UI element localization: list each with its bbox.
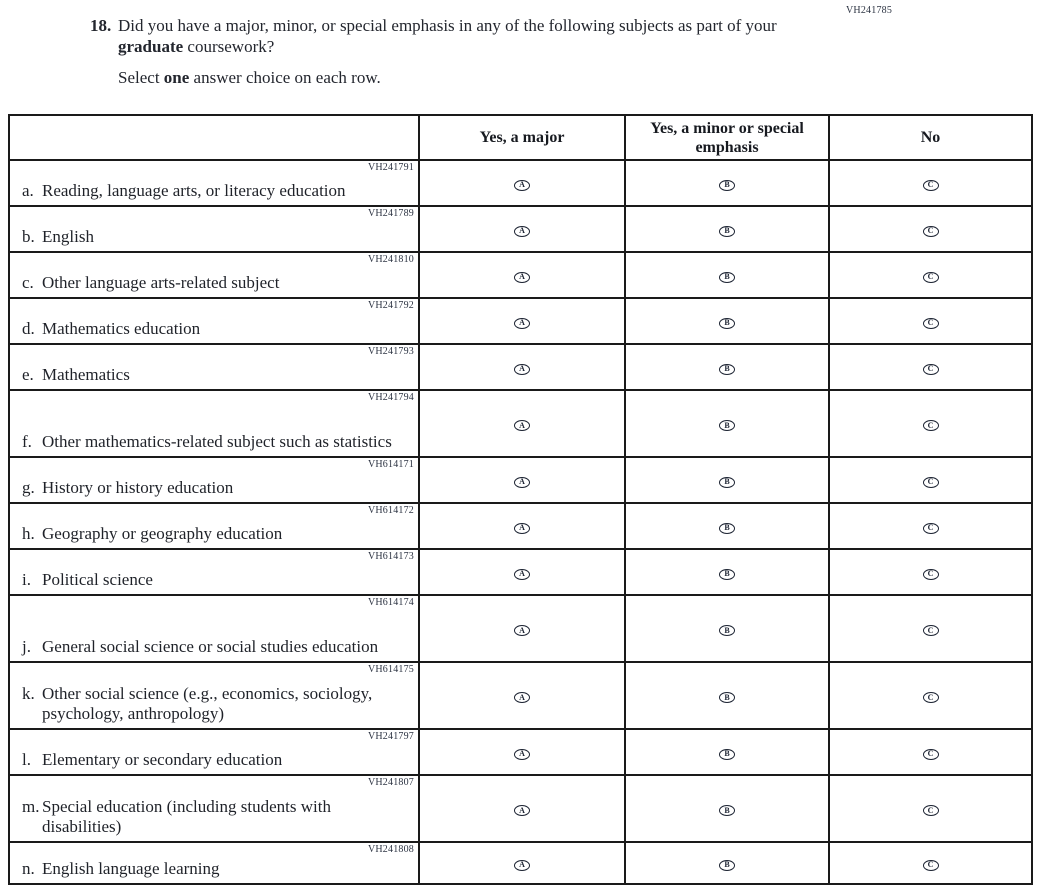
row-subject bbox=[16, 227, 414, 247]
option-cell bbox=[829, 160, 1032, 206]
option-cell bbox=[419, 842, 625, 884]
table-row bbox=[9, 842, 1032, 884]
row-letter: c. bbox=[22, 273, 34, 292]
answer-option-b[interactable]: B bbox=[719, 420, 735, 431]
question bbox=[90, 0, 830, 57]
option-cell bbox=[829, 595, 1032, 662]
option-cell bbox=[419, 160, 625, 206]
option-cell bbox=[419, 390, 625, 457]
option-cell bbox=[625, 729, 829, 775]
row-subject-label: Elementary or secondary education bbox=[42, 750, 283, 769]
row-label-cell bbox=[9, 503, 419, 549]
answer-option-c[interactable]: C bbox=[923, 477, 939, 488]
answer-option-b[interactable]: B bbox=[719, 477, 735, 488]
answer-option-a[interactable]: A bbox=[514, 477, 530, 488]
option-cell bbox=[829, 344, 1032, 390]
row-code: VH241810 bbox=[367, 254, 414, 265]
answer-option-a[interactable]: A bbox=[514, 692, 530, 703]
row-label-cell bbox=[9, 206, 419, 252]
row-subject bbox=[16, 859, 414, 879]
row-letter: k. bbox=[22, 684, 35, 703]
row-letter: a. bbox=[22, 181, 34, 200]
row-subject bbox=[16, 684, 414, 724]
table-row bbox=[9, 390, 1032, 457]
table-row bbox=[9, 503, 1032, 549]
option-cell bbox=[829, 549, 1032, 595]
option-cell bbox=[419, 729, 625, 775]
answer-option-b[interactable]: B bbox=[719, 749, 735, 760]
row-code: VH241794 bbox=[367, 392, 414, 403]
answer-option-b[interactable]: B bbox=[719, 625, 735, 636]
option-cell bbox=[829, 842, 1032, 884]
column-header-subject bbox=[9, 115, 419, 160]
instruction-part: Select bbox=[118, 68, 164, 87]
option-cell bbox=[625, 298, 829, 344]
column-header-yes-minor: Yes, a minor or special emphasis bbox=[625, 115, 829, 160]
row-code: VH241792 bbox=[367, 300, 414, 311]
answer-option-a[interactable]: A bbox=[514, 749, 530, 760]
option-cell bbox=[829, 206, 1032, 252]
table-row bbox=[9, 457, 1032, 503]
answer-option-b[interactable]: B bbox=[719, 569, 735, 580]
row-code: VH241807 bbox=[367, 777, 414, 788]
row-subject bbox=[16, 273, 414, 293]
answer-option-c[interactable]: C bbox=[923, 318, 939, 329]
row-subject bbox=[16, 478, 414, 498]
option-cell bbox=[625, 344, 829, 390]
question-text bbox=[118, 15, 818, 57]
row-code: VH614171 bbox=[367, 459, 414, 470]
table-row bbox=[9, 595, 1032, 662]
row-letter: e. bbox=[22, 365, 34, 384]
table-row bbox=[9, 729, 1032, 775]
option-cell bbox=[625, 549, 829, 595]
answer-option-c[interactable]: C bbox=[923, 180, 939, 191]
option-cell bbox=[829, 662, 1032, 729]
answer-option-a[interactable]: A bbox=[514, 420, 530, 431]
row-subject-label: Special education (including students with disabilities) bbox=[42, 797, 331, 836]
option-cell bbox=[419, 503, 625, 549]
row-label-cell bbox=[9, 662, 419, 729]
row-code: VH614175 bbox=[367, 664, 414, 675]
answer-option-b[interactable]: B bbox=[719, 272, 735, 283]
answer-option-c[interactable]: C bbox=[923, 523, 939, 534]
answer-option-c[interactable]: C bbox=[923, 860, 939, 871]
row-subject-label: Reading, language arts, or literacy education bbox=[42, 181, 346, 200]
row-subject bbox=[16, 524, 414, 544]
option-cell bbox=[419, 457, 625, 503]
question-instruction bbox=[118, 67, 1042, 88]
row-subject bbox=[16, 181, 414, 201]
answer-option-a[interactable]: A bbox=[514, 860, 530, 871]
row-code: VH241793 bbox=[367, 346, 414, 357]
row-label-cell bbox=[9, 160, 419, 206]
option-cell bbox=[625, 775, 829, 842]
option-cell bbox=[419, 344, 625, 390]
row-label-cell bbox=[9, 842, 419, 884]
row-label-cell bbox=[9, 549, 419, 595]
row-letter: i. bbox=[22, 570, 31, 589]
row-letter: j. bbox=[22, 637, 31, 656]
row-subject-label: Mathematics education bbox=[42, 319, 201, 338]
option-cell bbox=[625, 390, 829, 457]
row-subject bbox=[16, 432, 414, 452]
answer-option-a[interactable]: A bbox=[514, 364, 530, 375]
row-code: VH241797 bbox=[367, 731, 414, 742]
answer-option-c[interactable]: C bbox=[923, 692, 939, 703]
row-code: VH241791 bbox=[367, 162, 414, 173]
row-subject-label: General social science or social studies education bbox=[42, 637, 379, 656]
row-subject bbox=[16, 365, 414, 385]
row-letter: d. bbox=[22, 319, 35, 338]
option-cell bbox=[625, 206, 829, 252]
row-letter: l. bbox=[22, 750, 31, 769]
answer-option-a[interactable]: A bbox=[514, 318, 530, 329]
option-cell bbox=[419, 595, 625, 662]
option-cell bbox=[829, 457, 1032, 503]
row-subject bbox=[16, 750, 414, 770]
answer-option-c[interactable]: C bbox=[923, 364, 939, 375]
option-cell bbox=[625, 595, 829, 662]
question-table bbox=[8, 114, 1033, 885]
column-header-no: No bbox=[829, 115, 1032, 160]
table-row bbox=[9, 549, 1032, 595]
row-subject-label: History or history education bbox=[42, 478, 234, 497]
table-row bbox=[9, 344, 1032, 390]
option-cell bbox=[419, 252, 625, 298]
column-header-yes-major: Yes, a major bbox=[419, 115, 625, 160]
row-letter: h. bbox=[22, 524, 35, 543]
row-subject-label: Other language arts-related subject bbox=[42, 273, 280, 292]
row-letter: b. bbox=[22, 227, 35, 246]
question-text-part: coursework? bbox=[183, 37, 275, 56]
answer-option-a[interactable]: A bbox=[514, 272, 530, 283]
row-letter: f. bbox=[22, 432, 32, 451]
row-label-cell bbox=[9, 729, 419, 775]
row-code: VH614172 bbox=[367, 505, 414, 516]
option-cell bbox=[419, 206, 625, 252]
row-subject-label: Other mathematics-related subject such as statistics bbox=[42, 432, 392, 451]
row-code: VH241808 bbox=[367, 844, 414, 855]
answer-option-b[interactable]: B bbox=[719, 692, 735, 703]
question-text-part: Did you have a major, minor, or special emphasis in any of the following subjects as part of your bbox=[118, 16, 777, 35]
answer-option-b[interactable]: B bbox=[719, 523, 735, 534]
option-cell bbox=[829, 729, 1032, 775]
option-cell bbox=[419, 775, 625, 842]
row-code: VH614173 bbox=[367, 551, 414, 562]
question-text-bold: graduate bbox=[118, 37, 184, 56]
option-cell bbox=[829, 298, 1032, 344]
answer-option-b[interactable]: B bbox=[719, 180, 735, 191]
row-subject-label: English language learning bbox=[42, 859, 220, 878]
table-row bbox=[9, 662, 1032, 729]
answer-option-b[interactable]: B bbox=[719, 318, 735, 329]
answer-option-b[interactable]: B bbox=[719, 860, 735, 871]
table-body bbox=[9, 160, 1032, 884]
answer-option-a[interactable]: A bbox=[514, 569, 530, 580]
row-subject-label: Other social science (e.g., economics, sociology, psychology, anthropology) bbox=[42, 684, 373, 723]
option-cell bbox=[829, 252, 1032, 298]
row-subject-label: Geography or geography education bbox=[42, 524, 283, 543]
option-cell bbox=[829, 775, 1032, 842]
row-subject-label: Political science bbox=[42, 570, 153, 589]
row-label-cell bbox=[9, 344, 419, 390]
table-row bbox=[9, 252, 1032, 298]
question-number: 18. bbox=[90, 16, 112, 35]
row-letter: n. bbox=[22, 859, 35, 878]
answer-option-a[interactable]: A bbox=[514, 625, 530, 636]
answer-option-c[interactable]: C bbox=[923, 569, 939, 580]
answer-option-c[interactable]: C bbox=[923, 805, 939, 816]
option-cell bbox=[419, 298, 625, 344]
row-code: VH241789 bbox=[367, 208, 414, 219]
option-cell bbox=[625, 503, 829, 549]
row-letter: m. bbox=[22, 797, 40, 816]
row-label-cell bbox=[9, 298, 419, 344]
answer-option-c[interactable]: C bbox=[923, 625, 939, 636]
option-cell bbox=[625, 842, 829, 884]
table-row bbox=[9, 206, 1032, 252]
answer-option-a[interactable]: A bbox=[514, 805, 530, 816]
table-header bbox=[9, 115, 1032, 160]
answer-option-c[interactable]: C bbox=[923, 226, 939, 237]
option-cell bbox=[625, 252, 829, 298]
option-cell bbox=[419, 549, 625, 595]
instruction-part: answer choice on each row. bbox=[189, 68, 381, 87]
row-subject bbox=[16, 319, 414, 339]
row-letter: g. bbox=[22, 478, 35, 497]
row-subject bbox=[16, 637, 414, 657]
option-cell bbox=[625, 160, 829, 206]
option-cell bbox=[419, 662, 625, 729]
row-label-cell bbox=[9, 595, 419, 662]
row-label-cell bbox=[9, 252, 419, 298]
answer-option-b[interactable]: B bbox=[719, 805, 735, 816]
answer-option-c[interactable]: C bbox=[923, 420, 939, 431]
option-cell bbox=[625, 662, 829, 729]
answer-option-c[interactable]: C bbox=[923, 749, 939, 760]
answer-option-c[interactable]: C bbox=[923, 272, 939, 283]
table-row bbox=[9, 160, 1032, 206]
option-cell bbox=[625, 457, 829, 503]
instruction-bold: one bbox=[163, 68, 190, 87]
row-subject-label: Mathematics bbox=[42, 365, 130, 384]
row-subject bbox=[16, 797, 414, 837]
row-label-cell bbox=[9, 390, 419, 457]
row-label-cell bbox=[9, 775, 419, 842]
answer-option-b[interactable]: B bbox=[719, 364, 735, 375]
option-cell bbox=[829, 503, 1032, 549]
answer-option-a[interactable]: A bbox=[514, 523, 530, 534]
form-code: VH241785 bbox=[846, 5, 893, 16]
row-subject bbox=[16, 570, 414, 590]
option-cell bbox=[829, 390, 1032, 457]
answer-option-a[interactable]: A bbox=[514, 180, 530, 191]
row-code: VH614174 bbox=[367, 597, 414, 608]
table-row bbox=[9, 298, 1032, 344]
row-subject-label: English bbox=[42, 227, 94, 246]
table-row bbox=[9, 775, 1032, 842]
answer-option-b[interactable]: B bbox=[719, 226, 735, 237]
answer-option-a[interactable]: A bbox=[514, 226, 530, 237]
row-label-cell bbox=[9, 457, 419, 503]
